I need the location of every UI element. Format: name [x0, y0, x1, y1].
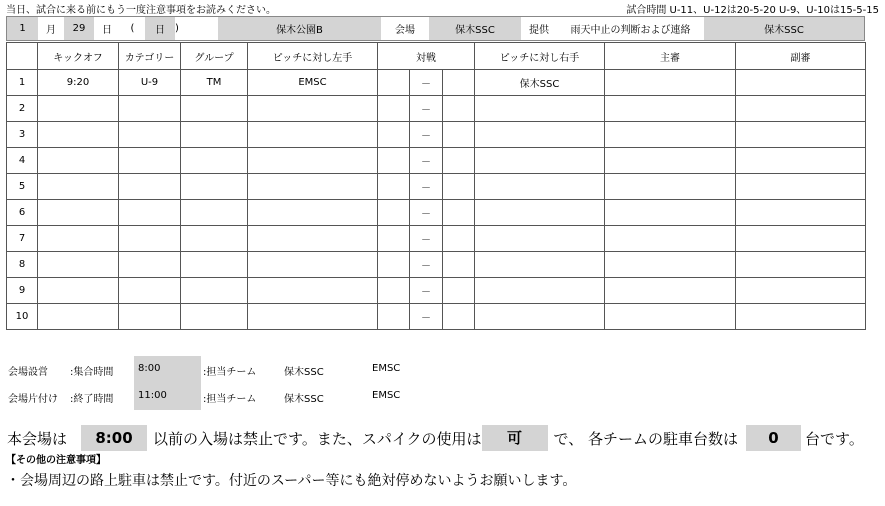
category-cell — [119, 148, 181, 174]
left-team-cell — [248, 174, 378, 200]
setup-team-1: 保木SSC — [284, 367, 324, 378]
score-left-cell — [378, 70, 410, 96]
right-team-cell — [475, 252, 605, 278]
venue-label: 会場 — [395, 25, 415, 36]
category-cell — [119, 304, 181, 330]
referee-cell — [605, 226, 736, 252]
left-team-cell — [248, 148, 378, 174]
rule-text-3: で、 各チームの駐車台数は — [553, 429, 739, 448]
row-number: 9 — [7, 278, 38, 304]
assistant-cell — [736, 174, 866, 200]
score-left-cell — [378, 304, 410, 330]
row-number: 4 — [7, 148, 38, 174]
left-team-cell — [248, 252, 378, 278]
kickoff-cell — [38, 304, 119, 330]
group-cell — [181, 304, 248, 330]
table-row — [7, 200, 866, 226]
col-referee: 主審 — [605, 43, 736, 70]
col-no — [7, 43, 38, 70]
table-row — [7, 174, 866, 200]
right-team-cell — [475, 226, 605, 252]
referee-cell — [605, 148, 736, 174]
referee-cell — [605, 96, 736, 122]
contact-team: 保木SSC — [704, 17, 864, 40]
cleanup-time: 11:00 — [138, 390, 167, 401]
score-left-cell — [378, 278, 410, 304]
row-number: 8 — [7, 252, 38, 278]
rule-text-1: 本会場は — [7, 429, 68, 448]
category-cell — [119, 96, 181, 122]
rain-label: 雨天中止の判断および連絡 — [570, 25, 691, 36]
setup-label: 会場設営 — [8, 367, 48, 378]
cleanup-team-2: EMSC — [372, 390, 401, 401]
parking-box: 0 — [746, 425, 801, 451]
versus-separator: － — [410, 304, 443, 330]
group-cell — [181, 226, 248, 252]
category-cell: U-9 — [119, 70, 181, 96]
table-row — [7, 148, 866, 174]
provided-label: 提供 — [529, 25, 549, 36]
versus-separator: － — [410, 226, 443, 252]
paren-open: ( — [130, 23, 135, 34]
col-right-team: ピッチに対し右手 — [475, 43, 605, 70]
setup-team-2: EMSC — [372, 363, 401, 374]
score-right-cell — [443, 252, 475, 278]
right-team-cell — [475, 148, 605, 174]
score-left-cell — [378, 148, 410, 174]
col-versus: 対戦 — [378, 43, 475, 70]
kickoff-cell — [38, 252, 119, 278]
group-cell — [181, 148, 248, 174]
right-team-cell — [475, 122, 605, 148]
kickoff-cell — [38, 122, 119, 148]
versus-separator: － — [410, 148, 443, 174]
score-left-cell — [378, 174, 410, 200]
other-notes-text: ・会場周辺の路上駐車は禁止です。付近のスーパー等にも絶対停めないようお願いします。 — [6, 473, 577, 489]
right-team-cell — [475, 278, 605, 304]
referee-cell — [605, 252, 736, 278]
assistant-cell — [736, 252, 866, 278]
col-kickoff: キックオフ — [38, 43, 119, 70]
row-number: 1 — [7, 70, 38, 96]
table-row — [7, 70, 866, 96]
score-left-cell — [378, 122, 410, 148]
score-right-cell — [443, 148, 475, 174]
score-right-cell — [443, 174, 475, 200]
provider-team: 保木SSC — [429, 17, 521, 40]
category-cell — [119, 252, 181, 278]
versus-separator: － — [410, 200, 443, 226]
col-category: カテゴリー — [119, 43, 181, 70]
table-row — [7, 252, 866, 278]
header-info-row — [6, 16, 865, 41]
referee-cell — [605, 304, 736, 330]
group-cell — [181, 278, 248, 304]
cleanup-label: 会場片付け — [8, 394, 58, 405]
score-left-cell — [378, 200, 410, 226]
kickoff-cell — [38, 200, 119, 226]
kickoff-cell — [38, 174, 119, 200]
spike-box: 可 — [482, 425, 548, 451]
entry-time-box: 8:00 — [81, 425, 147, 451]
versus-separator: － — [410, 252, 443, 278]
right-team-cell — [475, 96, 605, 122]
score-right-cell — [443, 96, 475, 122]
kickoff-cell — [38, 148, 119, 174]
category-cell — [119, 174, 181, 200]
right-team-cell: 保木SSC — [475, 70, 605, 96]
referee-cell — [605, 174, 736, 200]
referee-cell — [605, 122, 736, 148]
setup-time: 8:00 — [138, 363, 161, 374]
kickoff-cell — [38, 226, 119, 252]
month-label: 月 — [46, 25, 56, 36]
col-assistant: 副審 — [736, 43, 866, 70]
row-number: 2 — [7, 96, 38, 122]
score-right-cell — [443, 200, 475, 226]
table-row — [7, 278, 866, 304]
referee-cell — [605, 200, 736, 226]
assistant-cell — [736, 200, 866, 226]
assistant-cell — [736, 96, 866, 122]
setup-team-label: :担当チーム — [203, 367, 257, 378]
score-right-cell — [443, 70, 475, 96]
category-cell — [119, 200, 181, 226]
score-right-cell — [443, 226, 475, 252]
score-right-cell — [443, 304, 475, 330]
group-cell — [181, 174, 248, 200]
versus-separator: － — [410, 278, 443, 304]
kickoff-cell — [38, 278, 119, 304]
versus-separator: － — [410, 70, 443, 96]
right-team-cell — [475, 200, 605, 226]
left-team-cell — [248, 304, 378, 330]
cleanup-time-label: :終了時間 — [70, 394, 114, 405]
match-time: 試合時間 U-11、U-12は20-5-20 U-9、U-10は15-5-15 — [626, 5, 879, 16]
weekday: 日 — [145, 17, 175, 40]
assistant-cell — [736, 122, 866, 148]
day-number: 29 — [64, 17, 94, 40]
assistant-cell — [736, 70, 866, 96]
left-team-cell — [248, 200, 378, 226]
cleanup-team-1: 保木SSC — [284, 394, 324, 405]
group-cell — [181, 122, 248, 148]
match-table — [6, 42, 866, 330]
category-cell — [119, 226, 181, 252]
versus-separator: － — [410, 174, 443, 200]
paren-close: ) — [175, 23, 179, 34]
kickoff-cell: 9:20 — [38, 70, 119, 96]
assistant-cell — [736, 278, 866, 304]
row-number: 7 — [7, 226, 38, 252]
month-number: 1 — [7, 17, 38, 40]
row-number: 5 — [7, 174, 38, 200]
assistant-cell — [736, 304, 866, 330]
row-number: 3 — [7, 122, 38, 148]
row-number: 10 — [7, 304, 38, 330]
score-left-cell — [378, 252, 410, 278]
venue-name: 保木公園B — [218, 17, 381, 40]
table-row — [7, 226, 866, 252]
notice-top: 当日、試合に来る前にもう一度注意事項をお読みください。 — [6, 5, 276, 16]
table-header-row — [7, 43, 866, 70]
col-group: グループ — [181, 43, 248, 70]
category-cell — [119, 122, 181, 148]
versus-separator: － — [410, 96, 443, 122]
category-cell — [119, 278, 181, 304]
table-row — [7, 122, 866, 148]
group-cell: TM — [181, 70, 248, 96]
cleanup-team-label: :担当チーム — [203, 394, 257, 405]
group-cell — [181, 96, 248, 122]
left-team-cell — [248, 96, 378, 122]
table-row — [7, 304, 866, 330]
left-team-cell — [248, 122, 378, 148]
score-right-cell — [443, 278, 475, 304]
table-row — [7, 96, 866, 122]
versus-separator: － — [410, 122, 443, 148]
score-right-cell — [443, 122, 475, 148]
score-left-cell — [378, 96, 410, 122]
left-team-cell — [248, 278, 378, 304]
referee-cell — [605, 278, 736, 304]
assistant-cell — [736, 226, 866, 252]
group-cell — [181, 200, 248, 226]
day-label: 日 — [102, 25, 112, 36]
right-team-cell — [475, 304, 605, 330]
referee-cell — [605, 70, 736, 96]
row-number: 6 — [7, 200, 38, 226]
setup-time-label: :集合時間 — [70, 367, 114, 378]
kickoff-cell — [38, 96, 119, 122]
right-team-cell — [475, 174, 605, 200]
assistant-cell — [736, 148, 866, 174]
venue-rule — [7, 425, 864, 451]
rule-text-2: 以前の入場は禁止です。また、スパイクの使用は — [153, 429, 482, 448]
score-left-cell — [378, 226, 410, 252]
other-notes-title: 【その他の注意事項】 — [6, 455, 106, 466]
rule-text-4: 台です。 — [805, 429, 864, 448]
left-team-cell: EMSC — [248, 70, 378, 96]
left-team-cell — [248, 226, 378, 252]
group-cell — [181, 252, 248, 278]
col-left-team: ピッチに対し左手 — [248, 43, 378, 70]
